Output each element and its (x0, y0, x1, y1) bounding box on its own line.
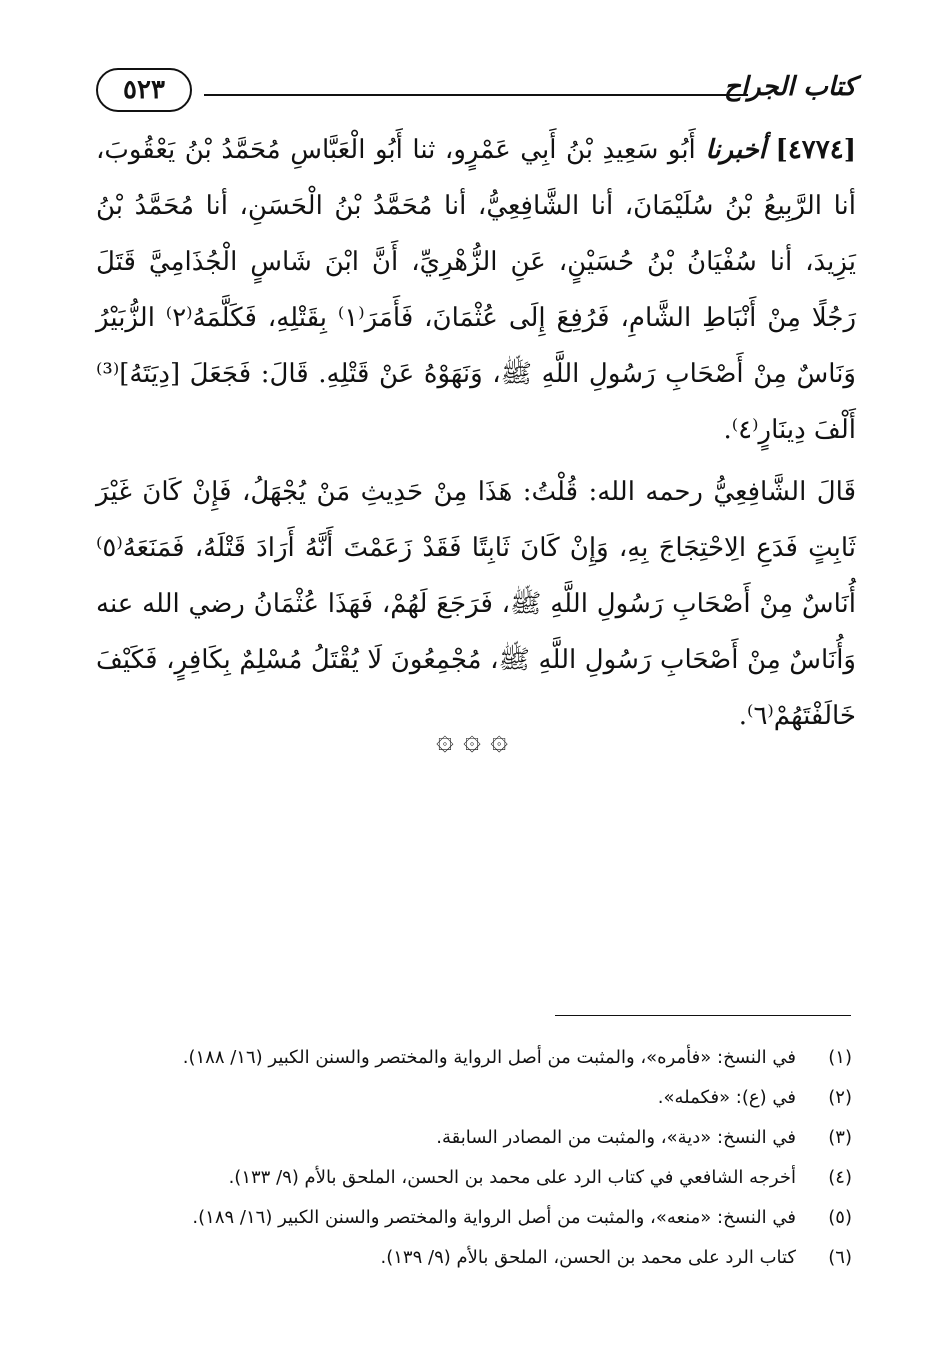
footnotes (92, 1038, 852, 1278)
footnote-number: (٥) (828, 1207, 852, 1228)
footnote-number: (٤) (828, 1167, 852, 1188)
hadith-text: أَبُو سَعِيدِ بْنُ أَبِي عَمْرٍو، ثنا أَبُو الْعَبَّاسِ مُحَمَّدُ بْنُ يَعْقُوبَ، أنا الرَّبِيعُ بْنُ سُلَيْمَانَ، أنا الشَّافِعِيُّ، أنا مُحَمَّدُ بْنُ الْحَسَنِ، أنا مُحَمَّدُ بْنُ يَزِيدَ، أنا سُفْيَانُ بْنُ حُسَيْنٍ، عَنِ الزُّهْرِيِّ، أَنَّ ابْنَ شَاسٍ الْجُذَامِيَّ قَتَلَ رَجُلًا مِنْ أَنْبَاطِ الشَّامِ، فَرُفِعَ إِلَى عُثْمَانَ، فَأَمَرَ⁽١⁾ بِقَتْلِهِ، فَكَلَّمَهُ⁽٢⁾ الزُّبَيْرُ وَنَاسٌ مِنْ أَصْحَابِ رَسُولِ اللَّهِ ﷺ، وَنَهَوْهُ عَنْ قَتْلِهِ. قَالَ: فَجَعَلَ [دِيَتَهُ]⁽³⁾ أَلْفَ دِينَارٍ⁽٤⁾. (96, 135, 856, 445)
main-text (96, 122, 856, 744)
footnote-text: في (ع): «فكمله». (657, 1087, 796, 1108)
page-header (96, 68, 856, 118)
footnote-text: في النسخ: «منعه»، والمثبت من أصل الرواية والمختصر والسنن الكبير (١٦/ ١٨٩). (192, 1207, 796, 1228)
footnote (92, 1078, 852, 1118)
footnote-text: في النسخ: «فأمره»، والمثبت من أصل الرواية والمختصر والسنن الكبير (١٦/ ١٨٨). (182, 1047, 796, 1068)
hadith-paragraph (96, 122, 856, 458)
footnote-text: كتاب الرد على محمد بن الحسن، الملحق بالأم (٩/ ١٣٩). (380, 1247, 796, 1268)
hadith-number: [٤٧٧٤] (775, 135, 857, 165)
footnote (92, 1198, 852, 1238)
footnote-text: في النسخ: «دية»، والمثبت من المصادر السابقة. (436, 1127, 796, 1148)
header-rule (204, 94, 748, 96)
footnote (92, 1158, 852, 1198)
footnote (92, 1118, 852, 1158)
footnote (92, 1238, 852, 1278)
footnote (92, 1038, 852, 1078)
footnote-number: (٢) (828, 1087, 852, 1108)
footnote-number: (٣) (828, 1127, 852, 1148)
footnote-text: أخرجه الشافعي في كتاب الرد على محمد بن الحسن، الملحق بالأم (٩/ ١٣٣). (228, 1167, 796, 1188)
commentary-paragraph: قَالَ الشَّافِعِيُّ رحمه الله: قُلْتُ: هَذَا مِنْ حَدِيثِ مَنْ يُجْهَلُ، فَإِنْ كَانَ غَيْرَ ثَابِتٍ فَدَعِ الِاحْتِجَاجَ بِهِ، وَإِنْ كَانَ ثَابِتًا فَقَدْ زَعَمْتَ أَنَّهُ أَرَادَ قَتْلَهُ، فَمَنَعَهُ⁽٥⁾ أُنَاسٌ مِنْ أَصْحَابِ رَسُولِ اللَّهِ ﷺ، فَرَجَعَ لَهُمْ، فَهَذَا عُثْمَانُ رضي الله عنه وَأُنَاسٌ مِنْ أَصْحَابِ رَسُولِ اللَّهِ ﷺ، مُجْمِعُونَ لَا يُقْتَلُ مُسْلِمٌ بِكَافِرٍ، فَكَيْفَ خَالَفْتَهُمْ⁽٦⁾. (96, 477, 856, 731)
narration-keyword: أخبرنا (705, 135, 766, 165)
page-number: ٥٢٣ (96, 68, 192, 112)
footnote-separator (555, 1015, 851, 1016)
footnote-number: (١) (828, 1047, 852, 1068)
footnote-number: (٦) (828, 1247, 852, 1268)
running-title: كتاب الجراح (724, 72, 856, 102)
section-ornament: ۞ ۞ ۞ (436, 722, 508, 757)
